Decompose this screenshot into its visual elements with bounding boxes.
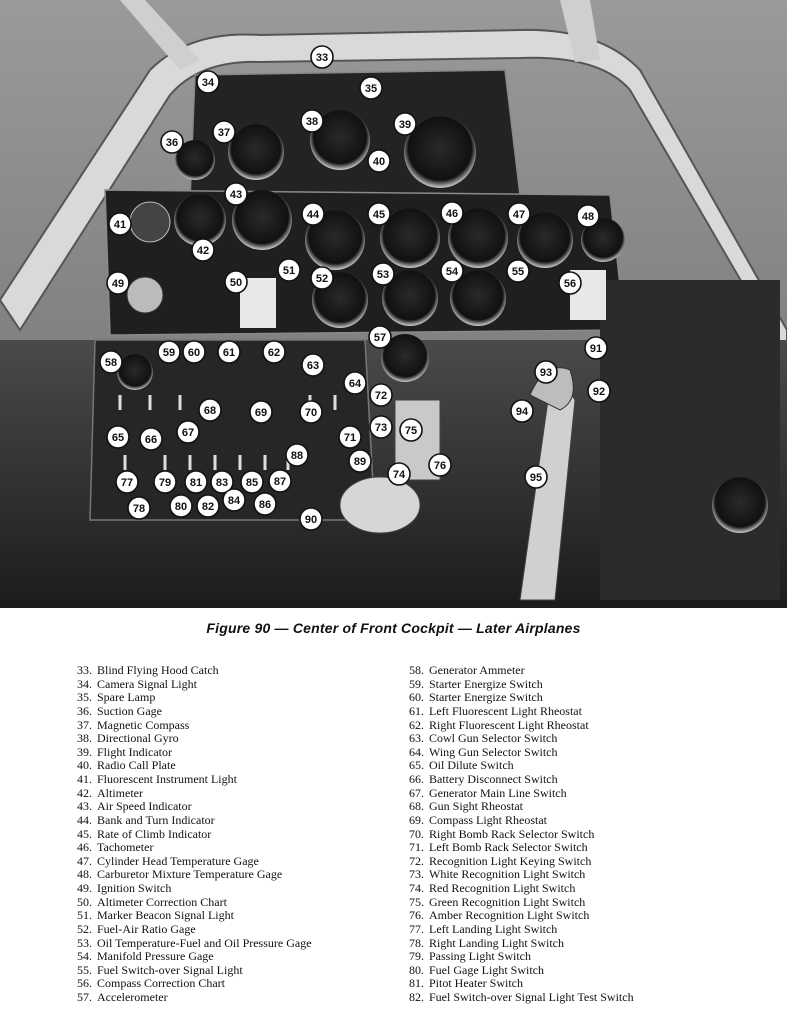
legend-item [390,896,785,910]
legend-item-text: Spare Lamp [97,690,156,705]
legend-right-column [390,664,785,1005]
legend-item [58,841,388,855]
legend-item-text: Oil Dilute Switch [429,758,514,773]
legend-item-number: 80. [409,962,424,977]
callout-91 [585,337,607,359]
callout-number: 93 [539,367,553,379]
legend-item-text: Left Fluorescent Light Rheostat [429,703,582,718]
callout-number: 59 [162,347,176,359]
callout-number: 66 [144,434,158,446]
legend-item-number: 72. [409,853,424,868]
callout-54 [441,260,463,282]
callout-number: 52 [315,273,329,285]
legend-item-text: Cylinder Head Temperature Gage [97,853,259,868]
callout-35 [360,77,382,99]
legend-item [390,773,785,787]
callout-number: 41 [113,219,127,231]
callout-81 [185,471,207,493]
callout-number: 94 [515,406,529,418]
legend-item-text: Altimeter Correction Chart [97,894,227,909]
callout-89 [349,450,371,472]
legend-item-number: 52. [77,921,92,936]
legend-item-text: Wing Gun Selector Switch [429,744,558,759]
callout-number: 43 [229,189,243,201]
legend-item-text: Altimeter [97,785,143,800]
callout-55 [507,260,529,282]
callout-number: 44 [306,209,320,221]
legend-item-text: Radio Call Plate [97,758,176,773]
legend-item-number: 69. [409,812,424,827]
legend-item-text: Recognition Light Keying Switch [429,853,592,868]
callout-number: 82 [201,501,215,513]
callout-94 [511,400,533,422]
legend-item [390,664,785,678]
callout-number: 46 [445,208,459,220]
legend-item-text: Rate of Climb Indicator [97,826,212,841]
legend-left-column [58,664,388,1005]
legend-item-text: Compass Correction Chart [97,976,225,991]
callout-number: 78 [132,503,146,515]
legend-item [390,759,785,773]
legend-item [58,705,388,719]
legend-item-number: 62. [409,717,424,732]
callout-number: 51 [282,265,296,277]
legend-item-number: 70. [409,826,424,841]
legend-item-text: Cowl Gun Selector Switch [429,731,558,746]
legend-item-text: Flight Indicator [97,744,172,759]
legend-item-number: 41. [77,772,92,786]
callout-77 [116,471,138,493]
callout-76 [429,454,451,476]
callout-93 [535,361,557,383]
callout-63 [302,354,324,376]
legend-item-number: 71. [409,840,424,855]
legend-item [390,705,785,719]
callout-45 [368,203,390,225]
callout-number: 65 [111,432,125,444]
callout-38 [301,110,323,132]
legend-item [390,937,785,951]
callout-number: 73 [374,422,388,434]
callout-61 [218,341,240,363]
callout-number: 38 [305,116,319,128]
callout-78 [128,497,150,519]
callout-53 [372,263,394,285]
legend-item-number: 48. [77,867,92,882]
callout-43 [225,183,247,205]
legend-item [58,977,388,991]
legend-item-number: 53. [77,935,92,950]
ignition-switch-knob [127,277,163,313]
legend-item-number: 79. [409,949,424,964]
legend-item-text: Manifold Pressure Gage [97,949,214,964]
legend-item-number: 54. [77,949,92,964]
callout-88 [286,444,308,466]
legend-item-number: 38. [77,731,92,746]
callout-number: 53 [376,269,390,281]
callout-90 [300,508,322,530]
fluorescent-lamp-housing [130,202,170,242]
callout-67 [177,421,199,443]
legend-item-text: Compass Light Rheostat [429,812,547,827]
legend-item [58,746,388,760]
legend-item [58,923,388,937]
callout-number: 79 [158,477,172,489]
callout-73 [370,416,392,438]
legend-item-number: 82. [409,990,424,1004]
callout-95 [525,466,547,488]
callout-number: 72 [374,390,388,402]
callout-number: 57 [373,332,387,344]
callout-number: 90 [304,514,318,526]
callout-39 [394,113,416,135]
legend-item-number: 47. [77,853,92,868]
callout-number: 89 [353,456,367,468]
callout-37 [213,121,235,143]
callout-number: 60 [187,347,201,359]
legend-item-text: Red Recognition Light Switch [429,881,576,895]
legend-item [58,759,388,773]
callout-80 [170,495,192,517]
legend-item-text: Passing Light Switch [429,949,532,964]
callout-number: 87 [273,476,287,488]
legend-item-number: 44. [77,812,92,827]
legend-item [390,828,785,842]
legend-item-number: 74. [409,881,424,895]
legend-item [58,896,388,910]
callout-70 [300,401,322,423]
callout-number: 80 [174,501,188,513]
callout-number: 56 [563,278,577,290]
legend-item-number: 78. [409,935,424,950]
legend-item-text: Gun Sight Rheostat [429,799,524,814]
callout-number: 92 [592,386,606,398]
callout-74 [388,463,410,485]
callout-36 [161,131,183,153]
legend-item-text: Directional Gyro [97,731,179,746]
callout-64 [344,372,366,394]
legend-item [58,773,388,787]
legend-item [58,855,388,869]
callout-75 [400,419,422,441]
callout-65 [107,426,129,448]
legend-item-number: 46. [77,840,92,855]
callout-79 [154,471,176,493]
callout-number: 40 [372,156,386,168]
legend-item-number: 68. [409,799,424,814]
legend-item-text: Right Fluorescent Light Rheostat [429,717,589,732]
callout-number: 36 [165,137,179,149]
callout-48 [577,205,599,227]
callout-number: 85 [245,477,259,489]
legend-item-number: 61. [409,703,424,718]
callout-92 [588,380,610,402]
legend-item [58,691,388,705]
callout-number: 76 [433,460,447,472]
legend-item [58,814,388,828]
callout-number: 61 [222,347,236,359]
legend-item-text: Camera Signal Light [97,676,197,691]
legend-item-number: 59. [409,676,424,691]
legend-item [390,991,785,1005]
legend-item-number: 33. [77,663,92,677]
callout-number: 64 [348,378,362,390]
legend-item-number: 67. [409,785,424,800]
legend-item-text: Magnetic Compass [97,717,190,732]
callout-52 [311,267,333,289]
legend-item-text: Fuel Switch-over Signal Light [97,962,243,977]
callout-number: 69 [254,407,268,419]
legend-item [58,719,388,733]
legend-item [58,664,388,678]
legend-item [58,868,388,882]
legend-item [390,923,785,937]
legend-item [390,977,785,991]
figure-caption: Figure 90 — Center of Front Cockpit — Later Airplanes [206,620,581,636]
legend-item [390,678,785,692]
legend-item-text: Starter Energize Switch [429,676,543,691]
legend-item [390,814,785,828]
legend-item-number: 49. [77,881,92,895]
right-side-console [600,280,780,600]
legend-item-text: Generator Main Line Switch [429,785,567,800]
legend-item [390,868,785,882]
callout-84 [223,489,245,511]
legend-item [58,964,388,978]
callout-60 [183,341,205,363]
legend-item-text: Left Landing Light Switch [429,921,558,936]
legend-item-number: 45. [77,826,92,841]
legend-item-text: Amber Recognition Light Switch [429,908,590,923]
callout-number: 95 [529,472,543,484]
callout-68 [199,399,221,421]
legend-item [390,950,785,964]
callout-41 [109,213,131,235]
legend-item-number: 75. [409,894,424,909]
legend-item [58,800,388,814]
legend-item [58,678,388,692]
callout-86 [254,493,276,515]
legend-item-number: 77. [409,921,424,936]
callout-number: 71 [343,432,357,444]
callout-44 [302,203,324,225]
legend-item-text: Air Speed Indicator [97,799,192,814]
legend-item-number: 58. [409,663,424,677]
legend-item-number: 66. [409,772,424,786]
callout-number: 63 [306,360,320,372]
legend-item-number: 40. [77,758,92,773]
legend-item-text: Accelerometer [97,990,168,1004]
legend-item-text: Fuel Switch-over Signal Light Test Switch [429,990,634,1004]
legend-item-text: Right Bomb Rack Selector Switch [429,826,595,841]
callout-56 [559,272,581,294]
legend-item-text: Pitot Heater Switch [429,976,523,991]
callout-number: 34 [201,77,215,89]
legend-item-number: 76. [409,908,424,923]
callout-69 [250,401,272,423]
legend-item [58,732,388,746]
callout-58 [100,351,122,373]
legend-item-number: 57. [77,990,92,1004]
legend-item [58,909,388,923]
callout-number: 39 [398,119,412,131]
callout-51 [278,259,300,281]
legend-item [58,787,388,801]
right-console-dial [712,477,768,533]
legend-item-number: 35. [77,690,92,705]
callout-number: 81 [189,477,203,489]
legend-item-text: Ignition Switch [97,881,172,895]
legend-item-number: 36. [77,703,92,718]
callout-82 [197,495,219,517]
callout-number: 33 [315,52,329,64]
legend-item [58,937,388,951]
callout-number: 42 [196,245,210,257]
legend-item [390,841,785,855]
callout-number: 67 [181,427,195,439]
legend-item [390,787,785,801]
callout-number: 88 [290,450,304,462]
callout-66 [140,428,162,450]
legend-item-text: Battery Disconnect Switch [429,772,558,786]
callout-number: 50 [229,277,243,289]
callout-59 [158,341,180,363]
callout-49 [107,272,129,294]
callout-47 [508,203,530,225]
legend-item-text: Blind Flying Hood Catch [97,663,219,677]
legend-item-number: 51. [77,908,92,923]
callout-number: 55 [511,266,525,278]
callout-50 [225,271,247,293]
callout-number: 49 [111,278,125,290]
callout-number: 75 [404,425,418,437]
legend-item-text: Marker Beacon Signal Light [97,908,234,923]
legend-item [390,909,785,923]
callout-33 [311,46,333,68]
legend-item-text: Bank and Turn Indicator [97,812,215,827]
callout-57 [369,326,391,348]
callout-62 [263,341,285,363]
callout-number: 70 [304,407,318,419]
legend-item-text: Green Recognition Light Switch [429,894,586,909]
callout-number: 74 [392,469,406,481]
callout-34 [197,71,219,93]
legend-item-number: 65. [409,758,424,773]
legend-item-text: Left Bomb Rack Selector Switch [429,840,588,855]
callout-number: 54 [445,266,459,278]
legend-item-number: 64. [409,744,424,759]
legend-item-text: Tachometer [97,840,154,855]
legend-item-text: Suction Gage [97,703,162,718]
legend-item-text: Fuel Gage Light Switch [429,962,544,977]
altimeter-dial [174,194,226,246]
legend-item [58,828,388,842]
legend-item [390,964,785,978]
legend-item [390,719,785,733]
legend-item-text: Carburetor Mixture Temperature Gage [97,867,283,882]
legend-item-text: Fluorescent Instrument Light [97,772,237,786]
legend-item [390,882,785,896]
legend-item [390,746,785,760]
legend-item [390,800,785,814]
callout-number: 86 [258,499,272,511]
legend-item-number: 63. [409,731,424,746]
legend-item [390,691,785,705]
legend-item [58,991,388,1005]
callout-number: 58 [104,357,118,369]
legend-item-number: 34. [77,676,92,691]
callout-46 [441,202,463,224]
legend-item [390,732,785,746]
legend-item [58,950,388,964]
callout-number: 47 [512,209,526,221]
callout-72 [370,384,392,406]
callout-number: 77 [120,477,134,489]
legend-item-number: 56. [77,976,92,991]
legend-item-number: 60. [409,690,424,705]
legend-item [390,855,785,869]
legend-item-number: 37. [77,717,92,732]
legend-item-number: 43. [77,799,92,814]
legend-item-number: 50. [77,894,92,909]
callout-number: 83 [215,477,229,489]
callout-number: 48 [581,211,595,223]
legend-item-text: Oil Temperature-Fuel and Oil Pressure Gage [97,935,312,950]
legend-item-number: 73. [409,867,424,882]
callout-40 [368,150,390,172]
gun-sight-base [340,477,420,533]
callout-42 [192,239,214,261]
callout-number: 45 [372,209,386,221]
legend-item-text: Fuel-Air Ratio Gage [97,921,196,936]
legend-item-text: Generator Ammeter [429,663,525,677]
legend-item-number: 55. [77,962,92,977]
callout-number: 68 [203,405,217,417]
callout-number: 62 [267,347,281,359]
magnetic-compass-dial [228,124,284,180]
callout-number: 91 [589,343,603,355]
callout-71 [339,426,361,448]
legend-item [58,882,388,896]
legend-item-text: Starter Energize Switch [429,690,543,705]
callout-85 [241,471,263,493]
callout-number: 35 [364,83,378,95]
legend-item-text: Right Landing Light Switch [429,935,564,950]
legend-item-text: White Recognition Light Switch [429,867,586,882]
callout-number: 84 [227,495,241,507]
callout-number: 37 [217,127,231,139]
legend-item-number: 81. [409,976,424,991]
legend-item-number: 42. [77,785,92,800]
legend-item-number: 39. [77,744,92,759]
callout-87 [269,470,291,492]
